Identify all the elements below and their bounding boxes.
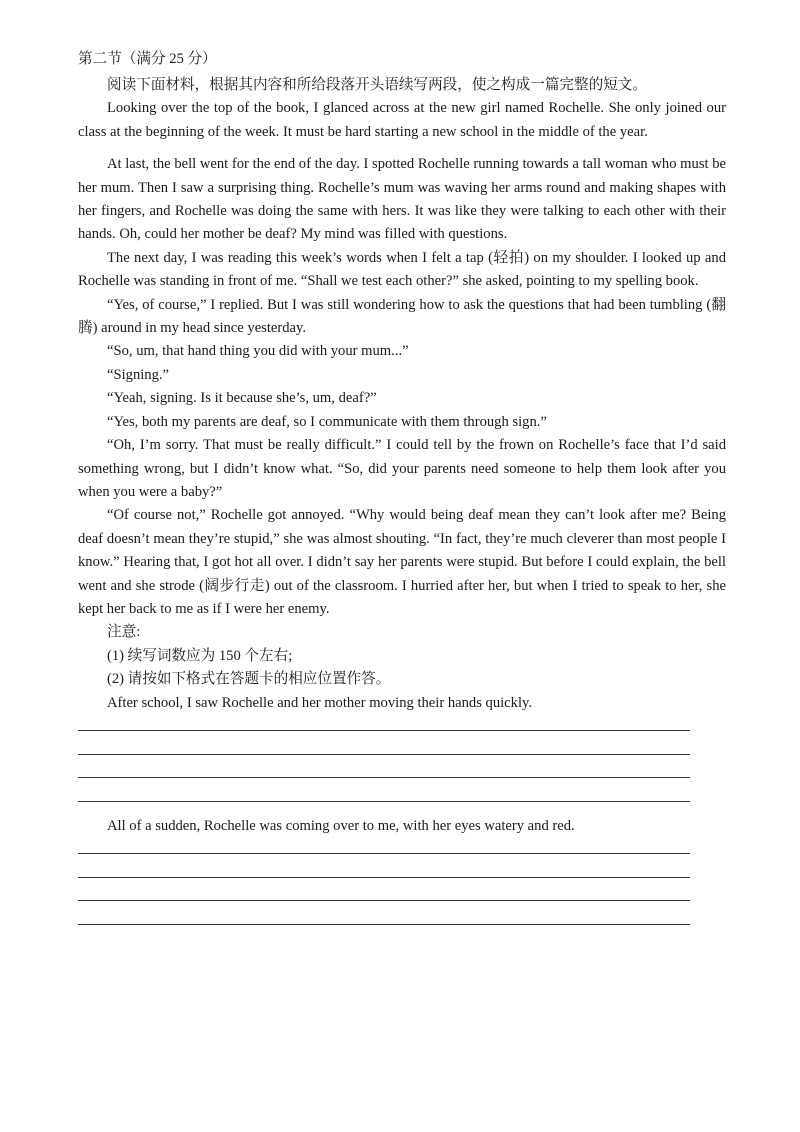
answer-line[interactable] xyxy=(78,900,690,901)
answer-line[interactable] xyxy=(78,730,690,731)
story-paragraph-3: The next day, I was reading this week’s words when I felt a tap (轻拍) on my shoulder. I looked up and Rochelle was standing in front of me. “Shall we test each other?” she asked, pointing to my spelling book. xyxy=(78,249,726,290)
instruction: 阅读下面材料，根据其内容和所给段落开头语续写两段，使之构成一篇完整的短文。 xyxy=(107,77,647,93)
section-title: 第二节（满分 25 分） xyxy=(78,51,217,67)
answer-line[interactable] xyxy=(78,877,690,878)
notes-block xyxy=(78,621,726,691)
spacer xyxy=(78,802,726,815)
answer-line[interactable] xyxy=(78,754,690,755)
story-paragraph-5: “So, um, that hand thing you did with your mum...” xyxy=(107,343,409,360)
note-item-1: (1) 续写词数应为 150 个左右; xyxy=(107,647,293,664)
story-paragraph-9: “Oh, I’m sorry. That must be really difficult.” I could tell by the frown on Rochelle’s face that I’d said something wrong, but I didn’t know what. “So, did your parents need someone to help them look after you when you were a baby?” xyxy=(78,437,726,500)
story-paragraph-1: Looking over the top of the book, I glanced across at the new girl named Rochelle. She only joined our class at the beginning of the week. It must be hard starting a new school in the middle of the year. xyxy=(78,100,726,140)
story-paragraph-4: “Yes, of course,” I replied. But I was still wondering how to ask the questions that had been tumbling (翻腾) around in my head since yesterday. xyxy=(78,296,726,337)
answer-line[interactable] xyxy=(78,924,690,925)
story-paragraph-6: “Signing.” xyxy=(107,366,170,383)
story-paragraph-10: “Of course not,” Rochelle got annoyed. “Why would being deaf mean they can’t look after me? Being deaf doesn’t mean they’re stupid,” she was almost shouting. “In fact, they’re much cleverer than most people I know.” Hearing that, I got hot all over. I didn’t say her parents were stupid. But before I could explain, the bell went and she strode (阔步行走) out of the classroom. I hurried after her, but when I tried to speak to her, she kept her back to me as if I were her enemy. xyxy=(78,507,726,617)
story-paragraph-7: “Yeah, signing. Is it because she’s, um, deaf?” xyxy=(107,390,377,407)
story-paragraph-2: At last, the bell went for the end of the day. I spotted Rochelle running towards a tall woman who must be her mum. Then I saw a surprising thing. Rochelle’s mum was waving her arms round and making shapes with her fingers, and Rochelle was doing the same with hers. It was like they were talking to each other with their hands. Oh, could her mother be deaf? My mind was filled with questions. xyxy=(78,156,726,243)
story-paragraph-8: “Yes, both my parents are deaf, so I communicate with them through sign.” xyxy=(107,413,547,430)
answer-line[interactable] xyxy=(78,853,690,854)
continuation-opener-2: All of a sudden, Rochelle was coming over to me, with her eyes watery and red. xyxy=(107,817,575,834)
answer-line[interactable] xyxy=(78,777,690,778)
note-item-2: (2) 请按如下格式在答题卡的相应位置作答。 xyxy=(107,671,391,688)
writing-task xyxy=(78,48,726,925)
notes-heading: 注意: xyxy=(107,624,141,641)
continuation-opener-1: After school, I saw Rochelle and her mother moving their hands quickly. xyxy=(107,694,532,711)
